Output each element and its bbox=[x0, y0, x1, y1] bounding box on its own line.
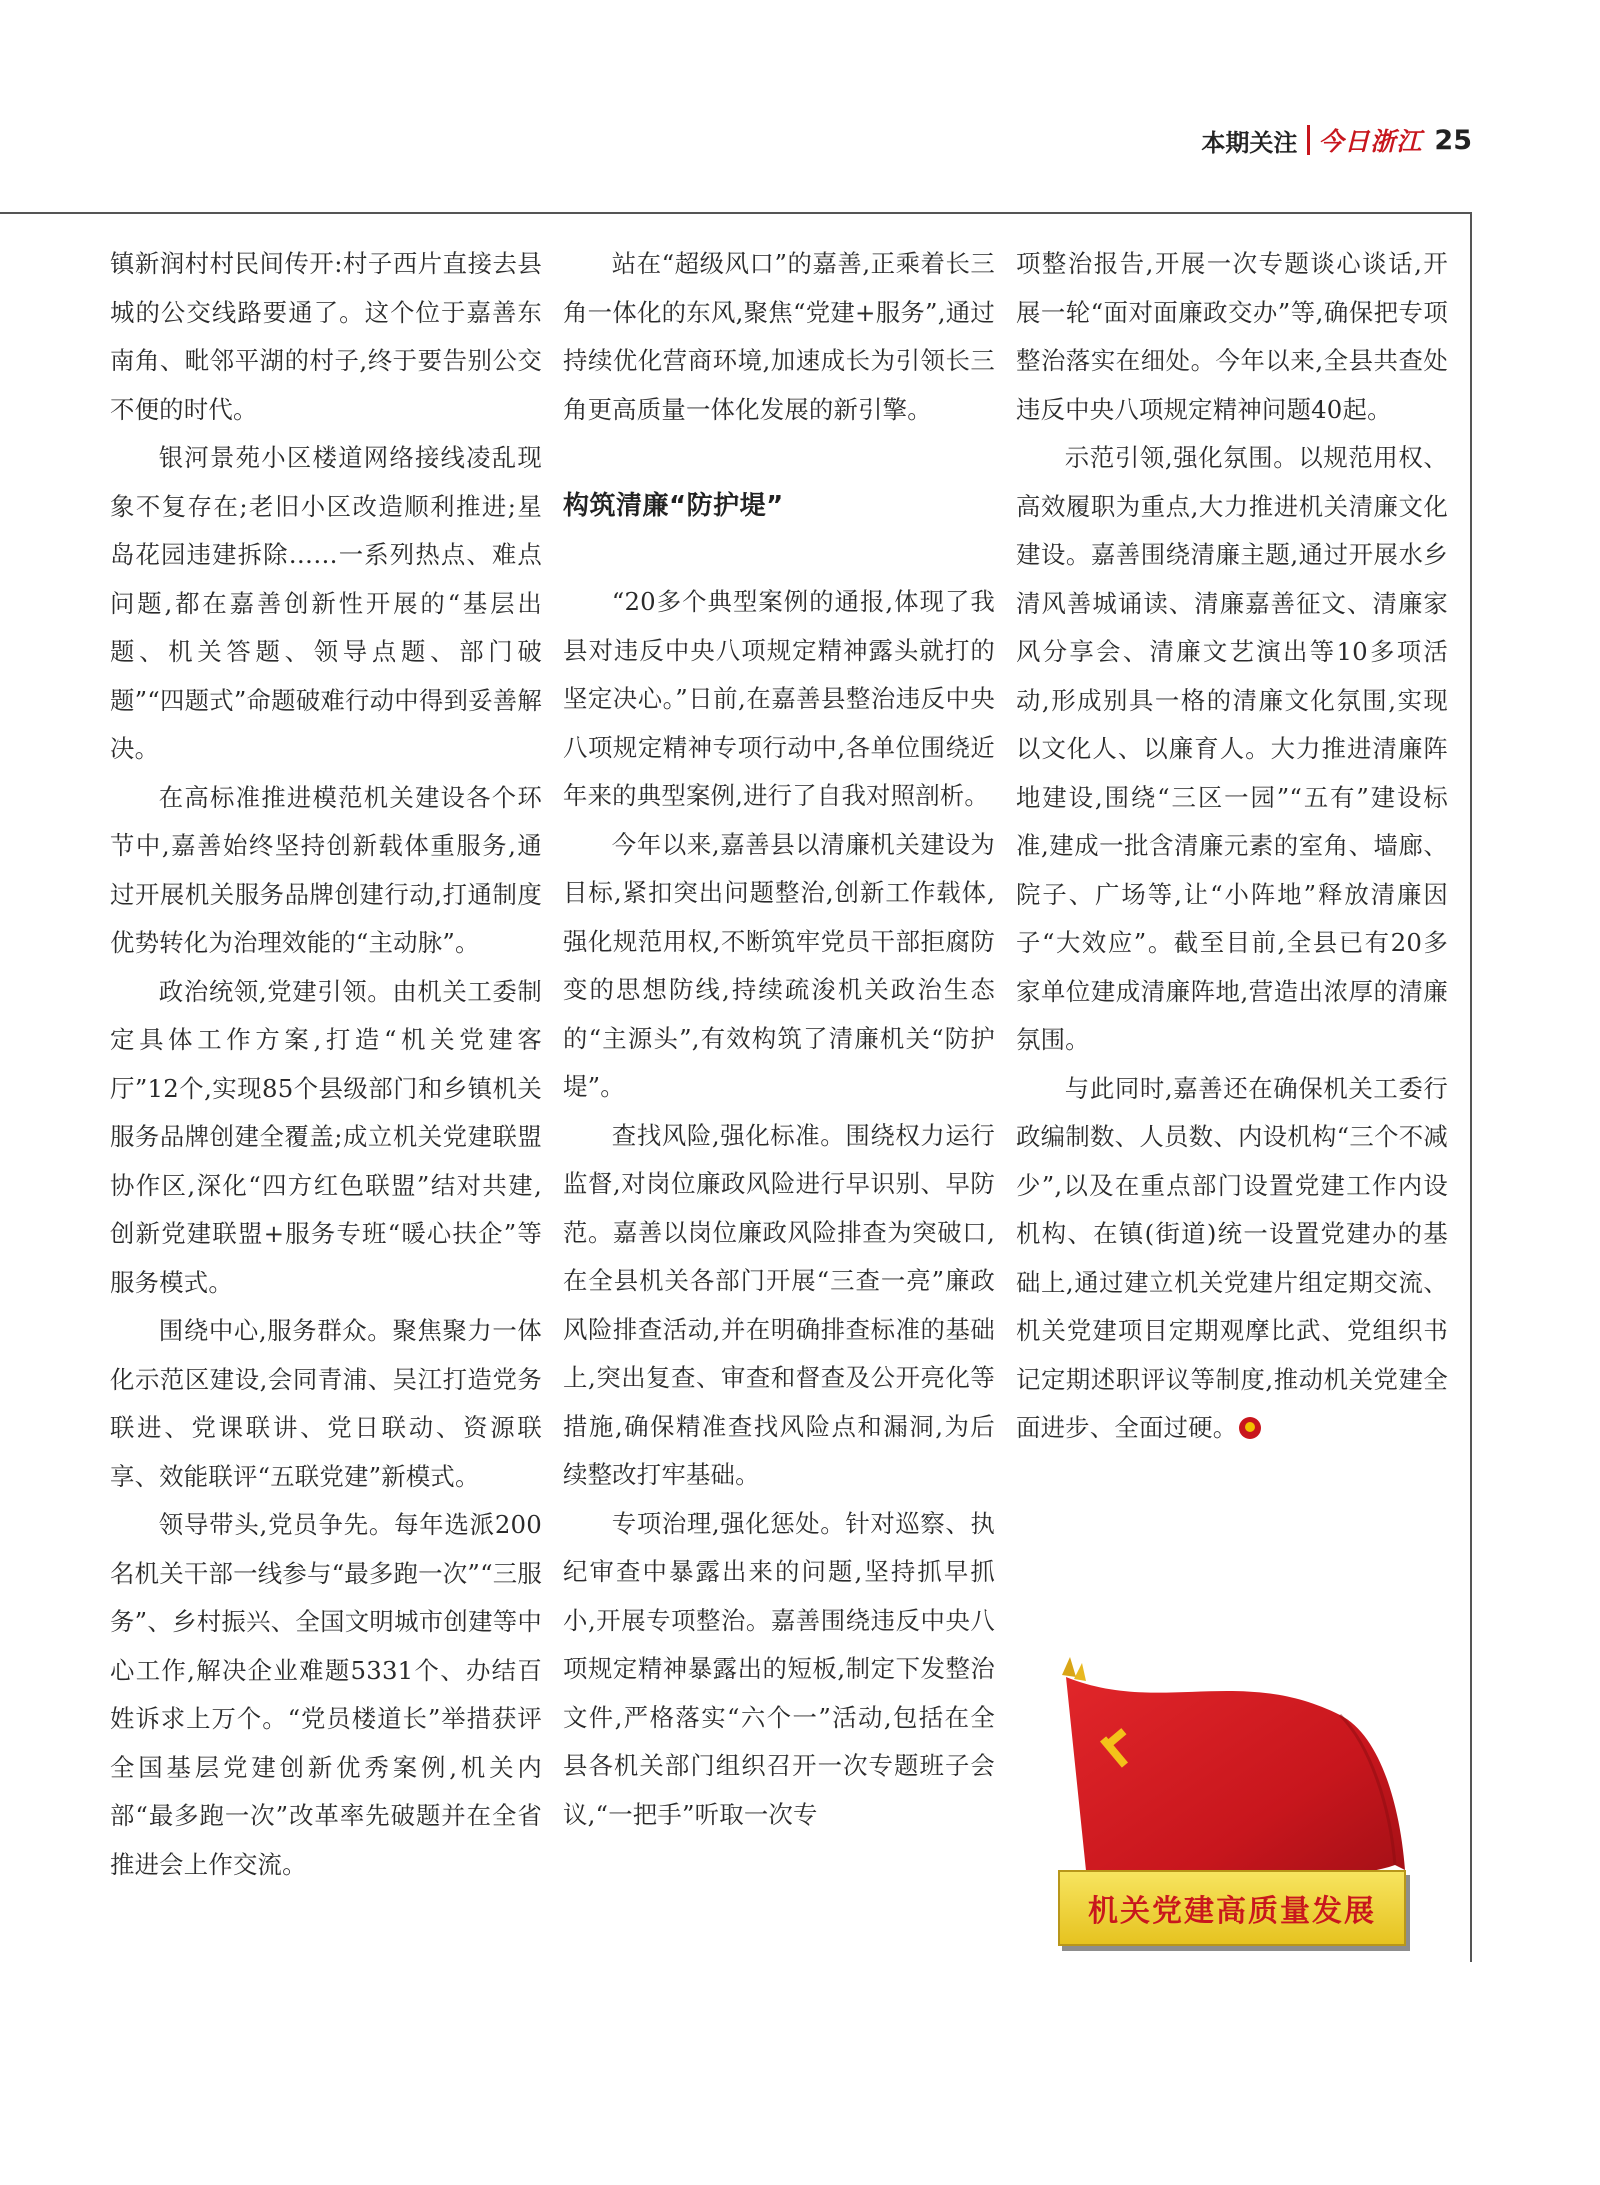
section-heading: 构筑清廉“防护堤” bbox=[563, 491, 784, 521]
slogan-banner bbox=[1058, 1870, 1406, 1946]
paragraph: 领导带头,党员争先。每年选派200名机关干部一线参与“最多跑一次”“三服务”、乡村振兴、全国文明城市创建等中心工作,解决企业难题5331个、办结百姓诉求上万个。“党员楼道长”举措获评全国基层党建创新优秀案例,机关内部“最多跑一次”改革率先破题并在全省推进会上作交流。 bbox=[110, 1510, 542, 1879]
pole-tip-icon bbox=[1062, 1657, 1076, 1677]
paragraph: 专项治理,强化惩处。针对巡察、执纪审查中暴露出来的问题,坚持抓早抓小,开展专项整治。嘉善围绕违反中央八项规定精神暴露出的短板,制定下发整治文件,严格落实“六个一”活动,包括在全县各机关部门组织召开一次专题班子会议,“一把手”听取一次专 bbox=[563, 1508, 995, 1829]
paragraph: 查找风险,强化标准。围绕权力运行监督,对岗位廉政风险进行早识别、早防范。嘉善以岗位廉政风险排查为突破口,在全县机关各部门开展“三查一亮”廉政风险排查活动,并在明确排查标准的基础上,突出复查、审查和督查及公开亮化等措施,确保精准查找风险点和漏洞,为后续整改打牢基础。 bbox=[563, 1120, 995, 1489]
right-rule bbox=[1470, 212, 1472, 1962]
paragraph-last bbox=[1016, 1065, 1448, 1453]
column-1 bbox=[110, 240, 542, 1889]
page-header bbox=[1201, 122, 1472, 158]
header-separator bbox=[1307, 125, 1310, 155]
column-2 bbox=[563, 240, 995, 1839]
paragraph: 今年以来,嘉善县以清廉机关建设为目标,紧扣突出问题整治,创新工作载体,强化规范用权,不断筑牢党员干部拒腐防变的思想防线,持续疏浚机关政治生态的“主源头”,有效构筑了清廉机关“防护堤”。 bbox=[563, 829, 995, 1101]
section-label: 本期关注 bbox=[1201, 128, 1298, 157]
banner-text: 机关党建高质量发展 bbox=[1088, 1894, 1376, 1929]
paragraph: 示范引领,强化氛围。以规范用权、高效履职为重点,大力推进机关清廉文化建设。嘉善围绕清廉主题,通过开展水乡清风善城诵读、清廉嘉善征文、清廉家风分享会、清廉文艺演出等10多项活动,形成别具一格的清廉文化氛围,实现以文化人、以廉育人。大力推进清廉阵地建设,围绕“三区一园”“五有”建设标准,建成一批含清廉元素的室角、墙廊、院子、广场等,让“小阵地”释放清廉因子“大效应”。截至目前,全县已有20多家单位建成清廉阵地,营造出浓厚的清廉氛围。 bbox=[1016, 443, 1448, 1054]
column-3 bbox=[1016, 240, 1448, 1453]
paragraph: 银河景苑小区楼道网络接线凌乱现象不复存在;老旧小区改造顺利推进;星岛花园违建拆除……一系列热点、难点问题,都在嘉善创新性开展的“基层出题、机关答题、领导点题、部门破题”“四题式”命题破难行动中得到妥善解决。 bbox=[110, 443, 542, 763]
paragraph: “20多个典型案例的通报,体现了我县对违反中央八项规定精神露头就打的坚定决心。”日前,在嘉善县整治违反中央八项规定精神专项行动中,各单位围绕近年来的典型案例,进行了自我对照剖析。 bbox=[563, 587, 995, 810]
end-mark-icon bbox=[1239, 1417, 1261, 1439]
paragraph: 镇新润村村民间传开:村子西片直接去县城的公交线路要通了。这个位于嘉善东南角、毗邻平湖的村子,终于要告别公交不便的时代。 bbox=[110, 249, 542, 424]
paragraph: 围绕中心,服务群众。聚焦聚力一体化示范区建设,会同青浦、吴江打造党务联进、党课联讲、党日联动、资源联享、效能联评“五联党建”新模式。 bbox=[110, 1316, 542, 1491]
paragraph-text: 与此同时,嘉善还在确保机关工委行政编制数、人员数、内设机构“三个不减少”,以及在重点部门设置党建工作内设机构、在镇(街道)统一设置党建办的基础上,通过建立机关党建片组定期交流、机关党建项目定期观摩比武、党组织书记定期述职评议等制度,推动机关党建全面进步、全面过硬。 bbox=[1016, 1073, 1448, 1442]
top-rule bbox=[0, 212, 1472, 214]
paragraph: 站在“超级风口”的嘉善,正乘着长三角一体化的东风,聚焦“党建+服务”,通过持续优化营商环境,加速成长为引领长三角更高质量一体化发展的新引擎。 bbox=[563, 249, 995, 424]
page-number: 25 bbox=[1434, 124, 1472, 156]
magazine-logo: 今日浙江 bbox=[1318, 127, 1423, 156]
paragraph: 在高标准推进模范机关建设各个环节中,嘉善始终坚持创新载体重服务,通过开展机关服务品牌创建行动,打通制度优势转化为治理效能的“主动脉”。 bbox=[110, 782, 542, 957]
paragraph: 政治统领,党建引领。由机关工委制定具体工作方案,打造“机关党建客厅”12个,实现85个县级部门和乡镇机关服务品牌创建全覆盖;成立机关党建联盟协作区,深化“四方红色联盟”结对共建,创新党建联盟+服务专班“暖心扶企”等服务模式。 bbox=[110, 976, 542, 1297]
paragraph: 项整治报告,开展一次专题谈心谈话,开展一轮“面对面廉政交办”等,确保把专项整治落实在细处。今年以来,全县共查处违反中央八项规定精神问题40起。 bbox=[1016, 249, 1448, 424]
